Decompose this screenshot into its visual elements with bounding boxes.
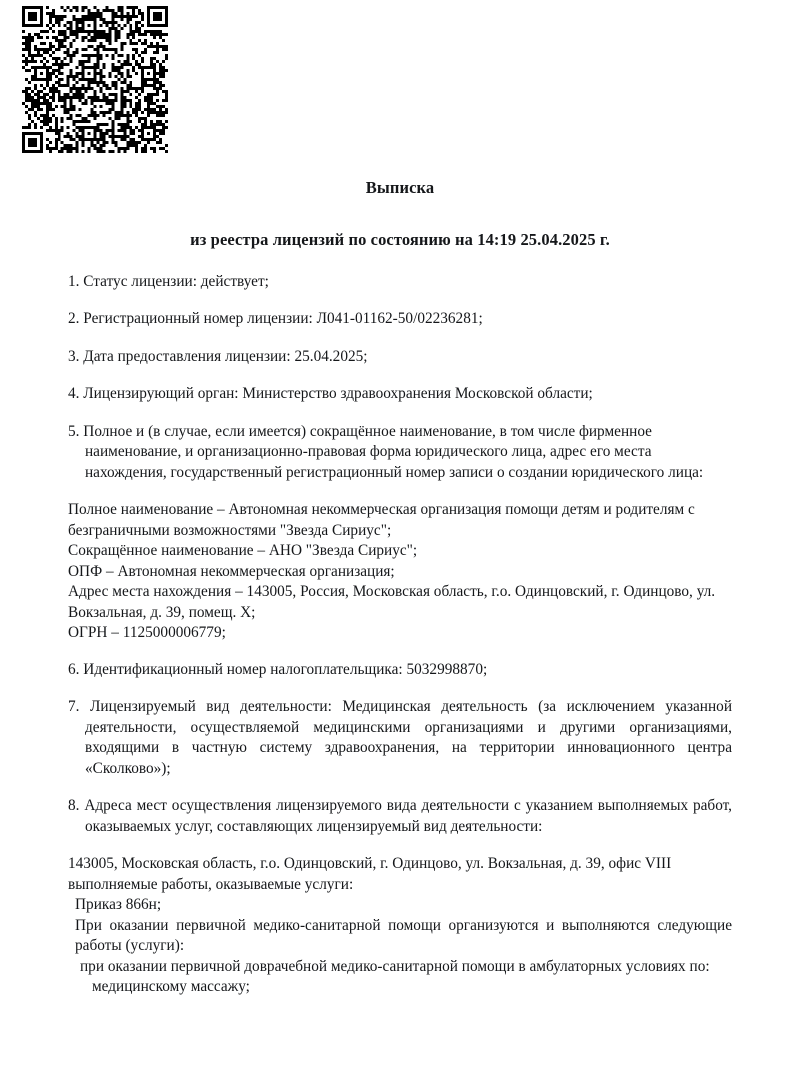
entity-legal-form: ОПФ – Автономная некоммерческая организация; [68,562,395,580]
qr-code [22,6,168,153]
clause-2: 2. Регистрационный номер лицензии: Л041-01162-50/02236281; [68,310,483,328]
works-services-header: выполняемые работы, оказываемые услуги: [68,875,354,893]
clause-5: 5. Полное и (в случае, если имеется) сокращённое наименование, в том числе фирменное наименование, и организационно-правовая форма юридического лица, адрес его места нахождения, государственный регистрационный номер записи о создании юридического лица: [68,422,704,481]
clause-8: 8. Адреса мест осуществления лицензируемого вида деятельности с указанием выполняемых работ, оказываемых услуг, составляющих лицензируемый вид деятельности: [68,797,732,835]
page-subtitle: из реестра лицензий по состоянию на 14:19 25.04.2025 г. [190,230,610,249]
entity-address: Адрес места нахождения – 143005, Россия, Московская область, г.о. Одинцовский, г. Одинцово, ул. Вокзальная, д. 39, помещ. X; [68,583,716,621]
service-item-primary-care: При оказании первичной медико-санитарной помощи организуются и выполняются следующие работы (услуги): [75,916,732,955]
document-header [0,178,800,250]
document-body [68,272,732,998]
qr-code-block [18,2,172,157]
service-item-medical-massage: медицинскому массажу; [92,978,250,996]
entity-ogrn: ОГРН – 1125000006779; [68,624,226,642]
service-item-order: Приказ 866н; [75,896,162,914]
entity-details [68,500,732,643]
clause-7: 7. Лицензируемый вид деятельности: Медицинская деятельность (за исключением указанной деятельности, осуществляемой медицинскими организациями и другими организациями, входящими в частную систему здравоохранения, на территории инновационного центра «Сколково»); [68,698,732,777]
clause-6: 6. Идентификационный номер налогоплательщика: 5032998870; [68,660,488,678]
service-item-paramedic-outpatient: при оказании первичной доврачебной медико-санитарной помощи в амбулаторных условиях по: [80,957,710,975]
activity-address: 143005, Московская область, г.о. Одинцовский, г. Одинцово, ул. Вокзальная, д. 39, офис VIII [68,855,672,873]
clause-4: 4. Лицензирующий орган: Министерство здравоохранения Московской области; [68,385,593,403]
clause-1: 1. Статус лицензии: действует; [68,273,269,290]
entity-full-name: Полное наименование – Автономная некоммерческая организация помощи детям и родителям с безграничными возможностями "Звезда Сириус"; [68,501,695,539]
clause-3: 3. Дата предоставления лицензии: 25.04.2025; [68,347,368,365]
page-title: Выписка [365,178,435,197]
activity-address-block [68,854,732,997]
entity-short-name: Сокращённое наименование – АНО "Звезда Сириус"; [68,542,418,560]
